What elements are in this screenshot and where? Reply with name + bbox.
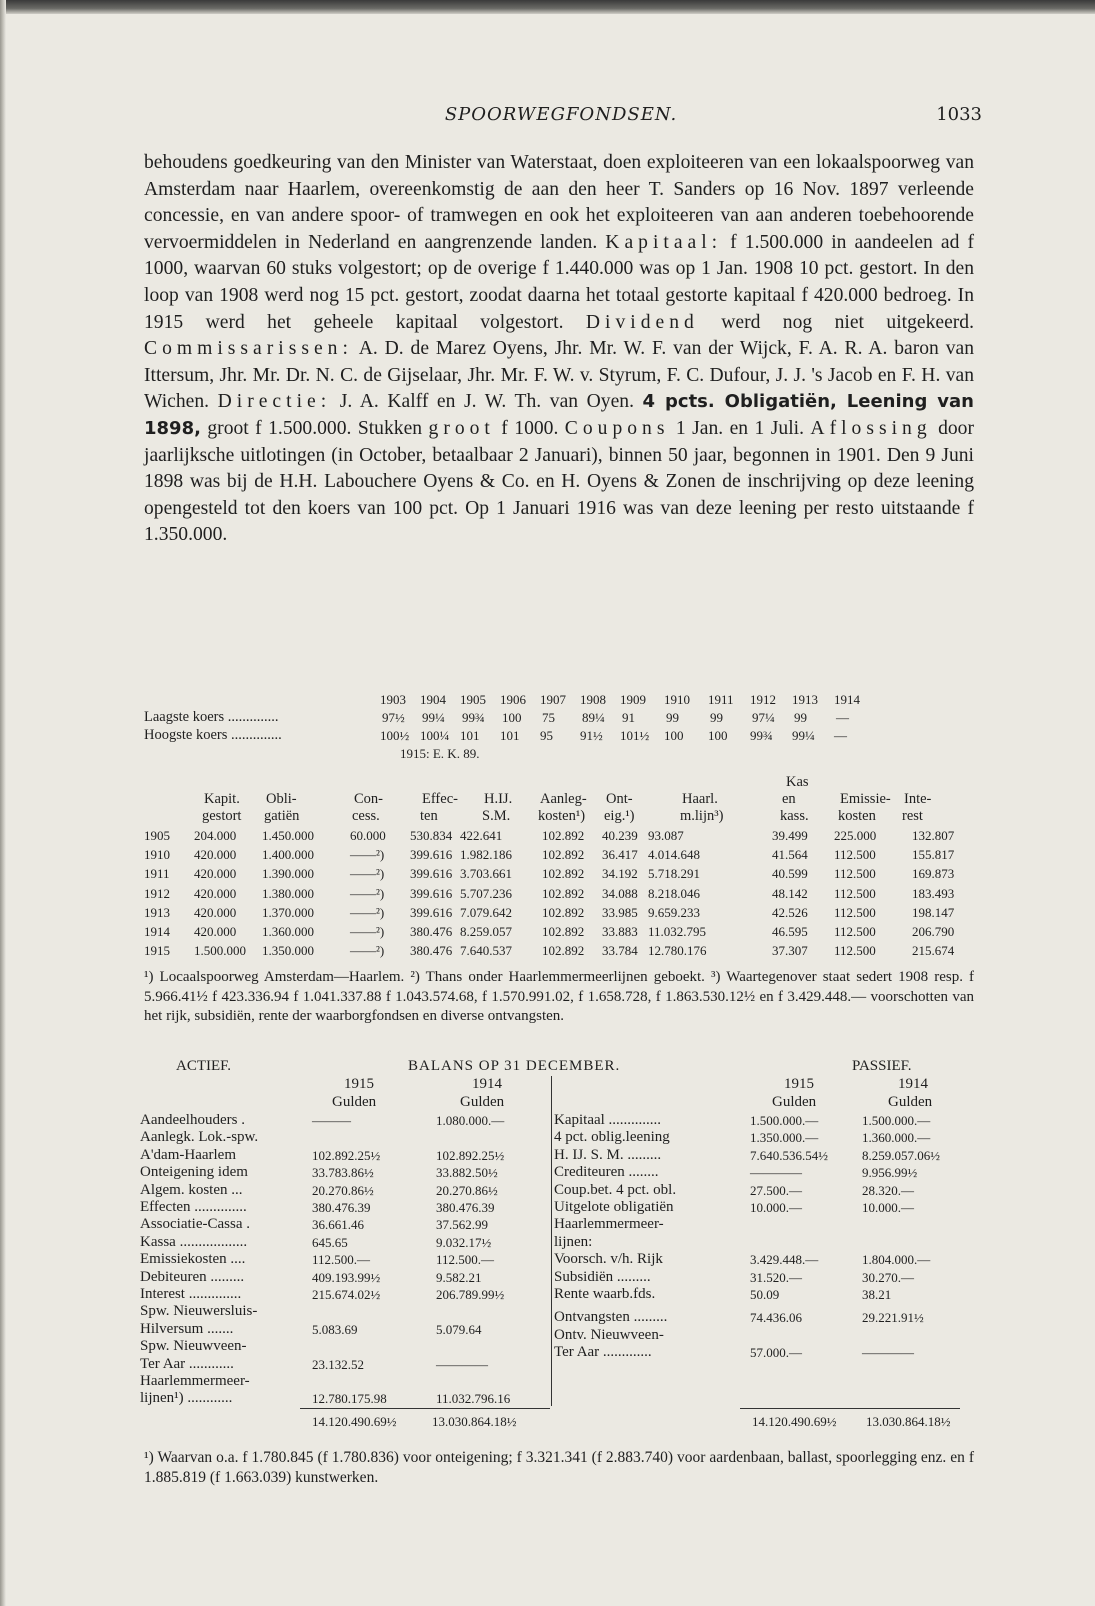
balans-left-label: Onteigening idem	[140, 1164, 248, 1181]
capital-cell: 112.500	[834, 885, 876, 901]
capital-cell: 40.239	[602, 828, 638, 843]
balans-right-label: 4 pct. oblig.leening	[554, 1129, 670, 1146]
koers-hoogste-value: 101	[460, 728, 480, 743]
capital-cell: 102.892	[542, 904, 585, 920]
koers-laagste-label: Laagste koers ..............	[144, 709, 279, 725]
capital-cell: 102.892	[542, 885, 585, 901]
heading-directie: Directie:	[217, 391, 332, 413]
capital-cell: 1.360.000	[262, 924, 314, 939]
koers-hoogste-value: 100¼	[420, 728, 450, 743]
balans-right-year-1914: 1914	[898, 1076, 928, 1092]
capital-cell: 102.892	[542, 847, 585, 863]
text-directie: J. A. Kalff en J. W. Th. van Oyen.	[331, 391, 643, 413]
heading-dividend: Dividend	[585, 311, 699, 333]
balans-right-label: Haarlemmermeer-	[554, 1216, 664, 1233]
balans-right-1915: 27.500.—	[750, 1182, 802, 1198]
capital-table	[144, 774, 974, 974]
balans-left-label: Associatie-Cassa .	[140, 1216, 250, 1233]
capital-cell: ——²)	[350, 904, 385, 920]
capital-cell: 420.000	[194, 904, 237, 920]
text-dividend: werd nog niet uitgekeerd.	[698, 311, 974, 333]
capital-cell: 102.892	[542, 866, 585, 882]
capital-cell: 3.703.661	[460, 866, 512, 882]
capital-header-sub: gestort	[202, 808, 242, 824]
balans-left-1914: 33.882.50½	[436, 1165, 498, 1181]
balans-right-label: Uitgelote obligatiën	[554, 1199, 674, 1215]
koers-laagste-value: 100	[502, 710, 522, 725]
koers-hoogste-value: 100	[708, 728, 728, 743]
capital-cell: 530.834	[410, 828, 453, 843]
balans-left-1914: 5.079.64	[436, 1321, 482, 1337]
capital-cell: ——²)	[350, 866, 385, 882]
balans-left-gulden-1914: Gulden	[460, 1094, 505, 1110]
running-title: SPOORWEGFONDSEN.	[444, 104, 678, 125]
balans-left-1914: 20.270.86½	[436, 1182, 498, 1198]
capital-cell: 42.526	[772, 904, 808, 920]
balans-right-gulden-1914: Gulden	[888, 1094, 933, 1110]
koers-hoogste-value: 100½	[380, 728, 410, 743]
koers-1915-note: 1915: E. K. 89.	[400, 746, 480, 761]
capital-cell: 169.873	[912, 866, 955, 882]
capital-cell: 420.000	[194, 866, 237, 882]
text-aflossing: door jaarlijksche uitlotingen (in October, betaalbaar 2 Januari), binnen 50 jaar, begonnen in 1901. Den 9 Juni 1898 was bij de H.H. Labouchere Oyens & Co. en H. Oyens & Zonen de inschrijving op deze leening opengesteld tot den koers van 100 pct. Op 1 Januari 1916 was van deze leening per resto uitstaande f 1.350.000.	[144, 417, 974, 546]
capital-header: Aanleg-	[540, 791, 587, 807]
balance-footnote: ¹) Waarvan o.a. f 1.780.845 (f 1.780.836) voor onteigening; f 3.321.341 (f 2.883.740) voor aardenbaan, ballast, spoorlegging enz. en f 1.885.819 (f 1.663.039) kunstwerken.	[144, 1449, 974, 1486]
balans-right-1914: 29.221.91½	[862, 1310, 924, 1326]
koers-year: 1909	[620, 692, 646, 707]
capital-cell: 215.674	[912, 943, 955, 959]
capital-cell: 8.218.046	[648, 885, 700, 901]
capital-cell: 102.892	[542, 828, 585, 843]
balans-right-year-1915: 1915	[784, 1076, 814, 1092]
balans-divider	[551, 1076, 552, 1406]
balans-right-1914: 9.956.99½	[862, 1165, 918, 1181]
balans-left-year-1914: 1914	[472, 1076, 502, 1092]
balans-left-1914: 37.562.99	[436, 1217, 488, 1233]
balans-right-1914: 28.320.—	[862, 1182, 914, 1198]
balans-left-label: lijnen¹) ............	[140, 1390, 233, 1407]
koers-hoogste-value: 100	[664, 728, 684, 743]
capital-header-sub: gatiën	[264, 808, 300, 824]
balans-right-1914: 38.21	[862, 1287, 892, 1302]
capital-header: Inte-	[904, 791, 932, 807]
balans-left-total-rule	[300, 1408, 550, 1409]
capital-cell: 420.000	[194, 847, 237, 863]
balans-right-label: Ter Aar .............	[554, 1344, 652, 1361]
capital-cell: 7.079.642	[460, 904, 512, 920]
heading-coupons: Coupons	[564, 417, 670, 439]
balans-left-1915: 20.270.86½	[312, 1182, 374, 1198]
capital-cell: 37.307	[772, 943, 808, 959]
koers-year: 1905	[460, 692, 486, 707]
koers-year: 1904	[420, 692, 446, 707]
capital-cell: 225.000	[834, 828, 877, 843]
capital-cell: 46.595	[772, 924, 808, 939]
balans-left-label: Kassa ..................	[140, 1233, 248, 1250]
koers-laagste-value: 99	[710, 710, 723, 725]
balans-left-1915: 12.780.175.98	[312, 1391, 387, 1407]
koers-year: 1907	[540, 692, 566, 707]
capital-header: Emissie-	[840, 791, 891, 807]
balans-right-label: Subsidiën .........	[554, 1268, 651, 1285]
capital-cell: 36.417	[602, 847, 638, 863]
koers-year: 1913	[792, 692, 818, 707]
balans-right-1915: 1.350.000.—	[750, 1130, 819, 1146]
balans-total-left-1915: 14.120.490.69½	[312, 1414, 397, 1429]
balans-left-label: Aanlegk. Lok.-spw.	[140, 1129, 259, 1146]
capital-cell: 7.640.537	[460, 943, 512, 959]
text-commissarissen: A. D. de Marez Oyens, Jhr. Mr. W. F. van der Wijck, F. A. R. A. baron van Ittersum, Jhr. Mr. Dr. N. C. de Gijselaar, Jhr. Mr. F. W. v. Styrum, F. C. Dufour, J. J. 's Jacob en F. H. van Wichen.	[144, 338, 974, 413]
capital-header: en	[782, 791, 796, 807]
balans-left-1915: 33.783.86½	[312, 1165, 374, 1181]
capital-row-year: 1914	[144, 924, 170, 939]
capital-cell: 399.616	[410, 866, 453, 882]
capital-cell: 183.493	[912, 885, 955, 901]
koers-year: 1903	[380, 692, 406, 707]
text-obligatien: groot f 1.500.000. Stukken	[200, 417, 429, 439]
capital-cell: ——²)	[350, 943, 385, 959]
balans-title: BALANS OP 31 DECEMBER.	[408, 1058, 621, 1074]
balans-left-1915: 112.500.—	[312, 1252, 371, 1268]
balans-total-right-1914: 13.030.864.18½	[866, 1414, 951, 1429]
koers-hoogste-value: 99¼	[792, 728, 815, 743]
koers-hoogste-value: 99¾	[750, 728, 773, 743]
running-head	[140, 104, 982, 130]
balans-left-1914: 112.500.—	[436, 1252, 495, 1268]
capital-cell: 380.476	[410, 943, 453, 959]
text-kapitaal: f 1.500.000 in aandeelen ad f 1000, waarvan 60 stuks volgestort; op de overige f 1.440.000 was op 1 Jan. 1908 10 pct. gestort. In den loop van 1908 werd nog 15 pct. gestort, zoodat daarna het totaal gestorte kapitaal f 420.000 bedroeg. In 1915 werd het geheele kapitaal volgestort.	[144, 231, 974, 333]
balans-left-label: Aandeelhouders .	[140, 1112, 245, 1128]
balans-right-1914: 1.804.000.—	[862, 1252, 931, 1268]
capital-row-year: 1915	[144, 943, 170, 959]
koers-hoogste-value: —	[834, 728, 847, 743]
balans-left-1914: 9.582.21	[436, 1269, 482, 1285]
balans-right-label: Voorsch. v/h. Rijk	[554, 1251, 663, 1268]
balans-right-1915: 7.640.536.54½	[750, 1147, 828, 1163]
capital-header-sub: cess.	[352, 808, 380, 824]
capital-cell: 12.780.176	[648, 943, 707, 959]
balans-right-1915: 3.429.448.—	[750, 1252, 819, 1268]
balans-right-label: Rente waarb.fds.	[554, 1286, 656, 1302]
capital-header-top: Kas	[786, 774, 809, 790]
text-coupons: 1 Jan. en 1 Juli.	[669, 417, 811, 439]
balans-right-1915: 57.000.—	[750, 1345, 802, 1361]
capital-cell: 112.500	[834, 924, 876, 939]
balance-sheet	[140, 1058, 980, 1428]
capital-cell: 34.088	[602, 885, 638, 901]
capital-cell: 1.500.000	[194, 943, 246, 959]
capital-cell: 48.142	[772, 885, 808, 901]
capital-header: Kapit.	[204, 791, 240, 807]
koers-laagste-value: 89¼	[582, 710, 605, 725]
balans-right-1915: 1.500.000.—	[750, 1113, 819, 1128]
page-top-edge	[0, 0, 1095, 14]
capital-cell: 60.000	[350, 828, 386, 843]
koers-laagste-value: 97¼	[752, 710, 775, 725]
capital-cell: 380.476	[410, 924, 453, 939]
capital-header-sub: S.M.	[482, 808, 511, 824]
balans-left-1914: 9.032.17½	[436, 1234, 492, 1250]
koers-year: 1906	[500, 692, 526, 707]
balans-left-1915: 215.674.02½	[312, 1287, 381, 1302]
balans-right-1915: ————	[750, 1165, 802, 1181]
balans-left-1914: 1.080.000.—	[436, 1113, 505, 1128]
koers-table	[144, 692, 974, 772]
balans-right-1914: 10.000.—	[862, 1200, 914, 1215]
capital-cell: 33.985	[602, 904, 638, 920]
text-groot: f 1000.	[494, 417, 565, 439]
balans-right-1915: 31.520.—	[750, 1269, 802, 1285]
balans-left-year-1915: 1915	[344, 1076, 374, 1092]
balans-right-label: Coup.bet. 4 pct. obl.	[554, 1181, 677, 1198]
capital-header: Obli-	[266, 791, 297, 807]
capital-row-year: 1905	[144, 828, 170, 843]
balans-left-label: Ter Aar ............	[140, 1355, 234, 1372]
capital-cell: 204.000	[194, 828, 237, 843]
heading-commissarissen: Commissarissen:	[144, 338, 353, 360]
capital-cell: 33.784	[602, 943, 638, 959]
capital-cell: 1.380.000	[262, 885, 314, 901]
capital-cell: ——²)	[350, 885, 385, 901]
capital-cell: 1.350.000	[262, 943, 314, 959]
koers-laagste-value: 99	[794, 710, 807, 725]
capital-cell: 112.500	[834, 943, 876, 959]
koers-hoogste-value: 95	[540, 728, 553, 743]
balans-left-1915: 5.083.69	[312, 1321, 358, 1337]
balans-left-label: Algem. kosten ...	[140, 1181, 243, 1198]
capital-cell: ——²)	[350, 847, 385, 863]
balans-left-1915: 380.476.39	[312, 1200, 371, 1215]
balans-right-total-rule	[740, 1408, 960, 1409]
capital-cell: 5.718.291	[648, 866, 700, 882]
balans-left-label: Spw. Nieuwveen-	[140, 1338, 247, 1355]
balans-left-label: Hilversum .......	[140, 1320, 234, 1337]
capital-cell: 34.192	[602, 866, 638, 882]
capital-cell: 33.883	[602, 924, 638, 939]
capital-cell: 1.390.000	[262, 866, 314, 882]
capital-header: Effec-	[422, 791, 458, 807]
koers-laagste-value: 99¾	[462, 710, 485, 725]
text-intro: behoudens goedkeuring van den Minister van Waterstaat, doen exploiteeren van een lokaalspoorweg van Amsterdam naar Haarlem, overeenkomstig de aan den heer T. Sanders op 16 Nov. 1897 verleende concessie, en van andere spoor- of tramwegen en ook het exploiteeren van aan anderen toebehoorende vervoermiddelen in Nederland en aangrenzende landen.	[144, 152, 974, 253]
koers-hoogste-value: 101	[500, 728, 520, 743]
balans-right-label: Ontv. Nieuwveen-	[554, 1326, 664, 1343]
capital-header-sub: kass.	[780, 808, 809, 824]
heading-kapitaal: Kapitaal:	[605, 231, 723, 253]
koers-year: 1914	[834, 692, 860, 707]
capital-header: H.IJ.	[484, 791, 513, 807]
balans-actief-heading: ACTIEF.	[176, 1058, 232, 1074]
capital-cell: 155.817	[912, 847, 955, 863]
capital-cell: 420.000	[194, 885, 237, 901]
koers-year: 1910	[664, 692, 690, 707]
balans-left-1915: 645.65	[312, 1234, 348, 1250]
koers-laagste-value: 91	[622, 710, 635, 725]
koers-laagste-value: 99	[666, 710, 679, 725]
capital-cell: 41.564	[772, 847, 808, 863]
balans-right-gulden-1915: Gulden	[772, 1094, 817, 1110]
koers-year: 1908	[580, 692, 606, 707]
balans-right-1915: 74.436.06	[750, 1310, 802, 1326]
balans-right-1914: ————	[862, 1345, 914, 1361]
capital-row-year: 1911	[144, 866, 170, 882]
balans-left-1915: 23.132.52	[312, 1356, 364, 1372]
balans-left-1914: 102.892.25½	[436, 1147, 505, 1163]
heading-aflossing: Aflossing	[810, 417, 932, 439]
balans-left-label: Spw. Nieuwersluis-	[140, 1303, 258, 1320]
balans-left-gulden-1915: Gulden	[332, 1094, 377, 1110]
capital-cell: 112.500	[834, 904, 876, 920]
capital-header: Haarl.	[682, 791, 718, 807]
page-left-shadow	[0, 0, 6, 1606]
company-description	[144, 150, 974, 549]
balans-left-label: A'dam-Haarlem	[140, 1146, 236, 1163]
balans-right-label: H. IJ. S. M. .........	[554, 1146, 662, 1163]
balans-left-label: Effecten ..............	[140, 1199, 247, 1215]
capital-cell: 4.014.648	[648, 847, 700, 863]
capital-cell: 102.892	[542, 924, 585, 939]
capital-header-sub: ten	[420, 808, 438, 824]
balans-right-1915: 50.09	[750, 1287, 780, 1302]
capital-header-sub: eig.¹)	[604, 808, 635, 824]
balans-left-1915: 102.892.25½	[312, 1147, 381, 1163]
capital-cell: 206.790	[912, 924, 955, 939]
balans-right-label: Ontvangsten .........	[554, 1309, 668, 1326]
capital-cell: 9.659.233	[648, 904, 700, 920]
capital-row-year: 1910	[144, 847, 170, 863]
balans-left-1914: 380.476.39	[436, 1200, 495, 1215]
koers-hoogste-value: 101½	[620, 728, 650, 743]
balans-right-1914: 1.360.000.—	[862, 1130, 931, 1146]
balans-right-label: lijnen:	[554, 1233, 593, 1250]
capital-header-sub: kosten¹)	[538, 808, 586, 824]
capital-cell: ——²)	[350, 924, 385, 939]
capital-cell: 198.147	[912, 904, 955, 920]
capital-cell: 8.259.057	[460, 924, 512, 939]
koers-hoogste-label: Hoogste koers ..............	[144, 727, 282, 743]
capital-cell: 399.616	[410, 847, 453, 863]
balans-left-1914: 206.789.99½	[436, 1287, 505, 1302]
capital-cell: 40.599	[772, 866, 808, 882]
balans-right-1914: 30.270.—	[862, 1269, 914, 1285]
capital-cell: 422.641	[460, 828, 503, 843]
capital-header-sub: kosten	[838, 808, 876, 824]
balans-left-label: Haarlemmermeer-	[140, 1373, 250, 1389]
balans-left-label: Emissiekosten ....	[140, 1251, 246, 1268]
balans-total-left-1914: 13.030.864.18½	[432, 1414, 517, 1429]
capital-row-year: 1913	[144, 904, 170, 920]
capital-cell: 93.087	[648, 828, 684, 843]
capital-header: Ont-	[606, 791, 633, 807]
heading-obligatien: 4 pcts. Obligatiën, Leening van 1898,	[144, 391, 974, 439]
capital-header-sub: rest	[902, 808, 923, 824]
capital-cell: 11.032.795	[648, 924, 707, 939]
capital-cell: 39.499	[772, 828, 808, 843]
koers-year: 1911	[708, 692, 734, 707]
heading-groot: groot	[428, 417, 495, 439]
koers-laagste-value: 99¼	[422, 710, 445, 725]
koers-laagste-value: —	[836, 710, 849, 725]
capital-cell: 1.370.000	[262, 904, 314, 920]
balans-left-label: Debiteuren .........	[140, 1268, 245, 1285]
balans-right-1914: 8.259.057.06½	[862, 1147, 940, 1163]
capital-cell: 102.892	[542, 943, 585, 959]
koers-laagste-value: 75	[542, 710, 555, 725]
capital-header: Con-	[354, 791, 383, 807]
balans-total-right-1915: 14.120.490.69½	[752, 1414, 837, 1429]
capital-cell: 399.616	[410, 885, 453, 901]
page-number: 1033	[936, 104, 982, 125]
balans-right-label: Kapitaal ..............	[554, 1112, 662, 1128]
balans-left-1915: 409.193.99½	[312, 1269, 381, 1285]
capital-cell: 112.500	[834, 866, 876, 882]
balans-left-1915: ———	[312, 1113, 351, 1128]
capital-cell: 112.500	[834, 847, 876, 863]
balans-right-label: Crediteuren ........	[554, 1164, 659, 1181]
capital-row-year: 1912	[144, 885, 170, 901]
balans-right-1915: 10.000.—	[750, 1200, 802, 1215]
capital-cell: 1.400.000	[262, 847, 314, 863]
balans-right-1914: 1.500.000.—	[862, 1113, 931, 1128]
balans-left-label: Interest ..............	[140, 1286, 242, 1302]
koers-year: 1912	[750, 692, 776, 707]
balans-left-1914: 11.032.796.16	[436, 1391, 511, 1407]
koers-laagste-value: 97½	[382, 710, 405, 725]
capital-cell: 420.000	[194, 924, 237, 939]
capital-cell: 132.807	[912, 828, 955, 843]
balans-passief-heading: PASSIEF.	[852, 1058, 912, 1074]
balans-left-1914: ————	[436, 1356, 488, 1372]
balans-left-1915: 36.661.46	[312, 1217, 364, 1233]
koers-hoogste-value: 91½	[580, 728, 603, 743]
capital-cell: 1.450.000	[262, 828, 314, 843]
capital-footnotes: ¹) Locaalspoorweg Amsterdam—Haarlem. ²) Thans onder Haarlemmermeerlijnen geboekt. ³) Waartegenover staat sedert 1908 resp. f 5.966.41½ f 423.336.94 f 1.041.337.88 f 1.043.574.68, f 1.570.991.02, f 1.658.728, f 1.863.530.12½ en f 3.429.448.— voorschotten van het rijk, subsidiën, rente der waarborgfondsen en diverse ontvangsten.	[144, 969, 974, 1024]
capital-cell: 5.707.236	[460, 885, 512, 901]
capital-header-sub: m.lijn³)	[680, 808, 724, 824]
capital-cell: 1.982.186	[460, 847, 512, 863]
capital-cell: 399.616	[410, 904, 453, 920]
